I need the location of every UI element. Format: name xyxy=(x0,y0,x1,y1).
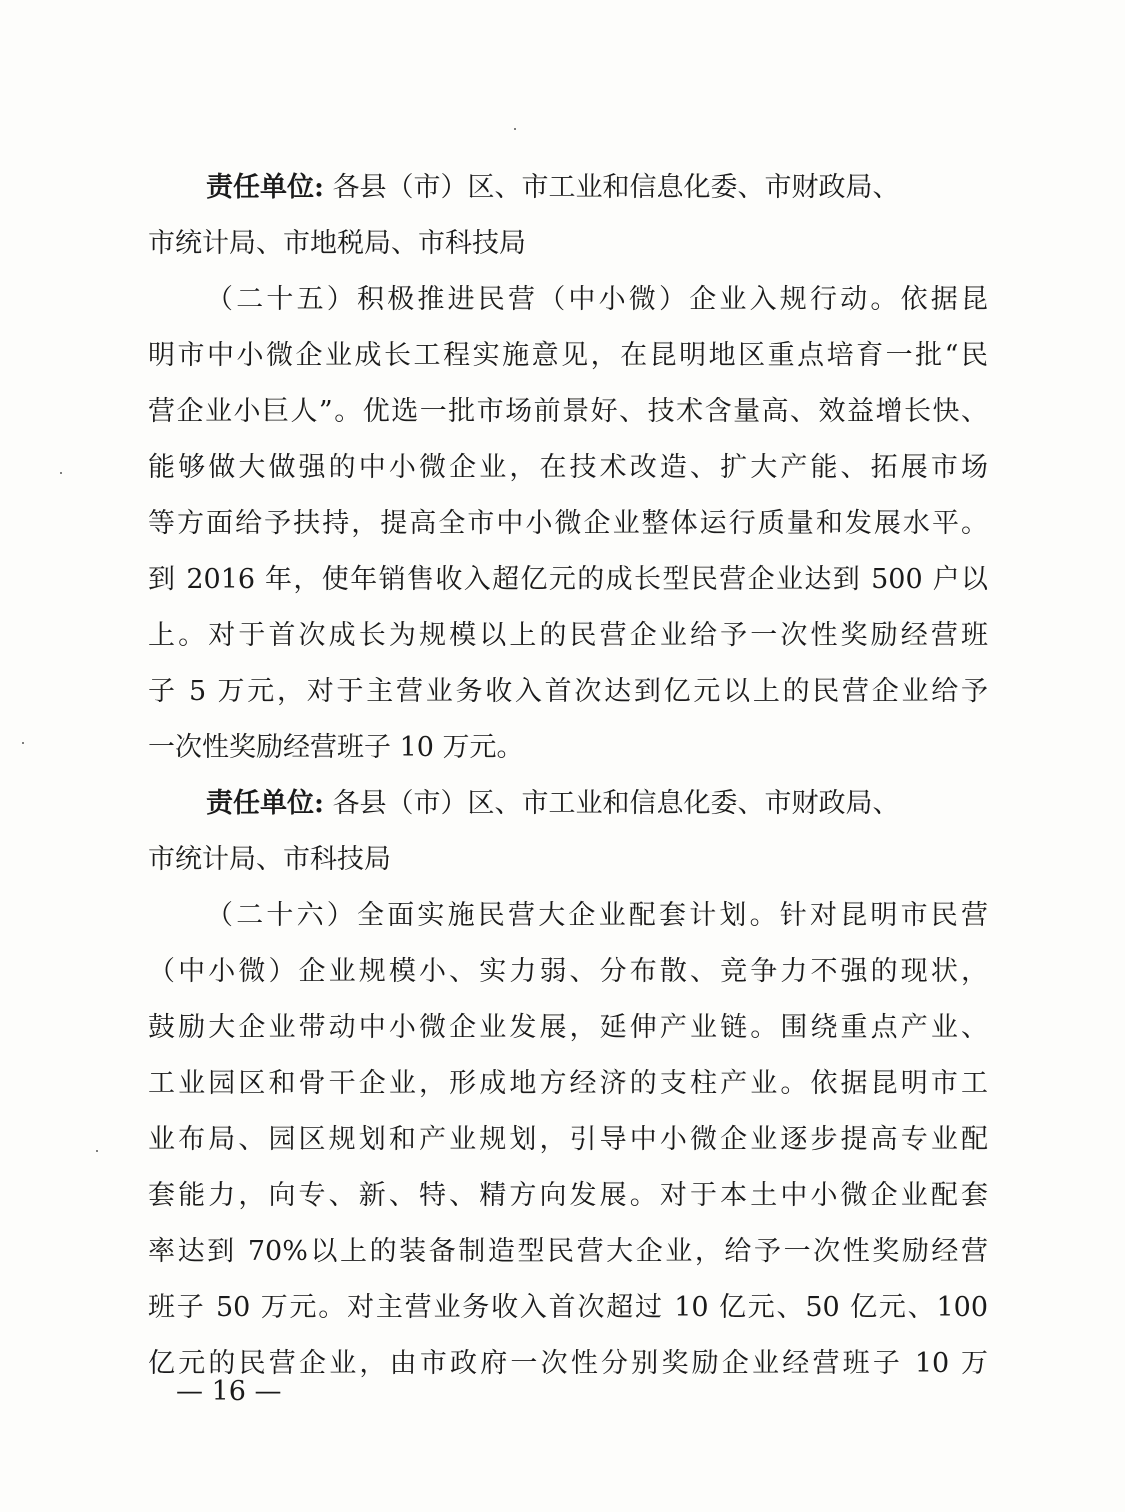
responsibility-label: 责任单位: xyxy=(206,788,324,819)
page-number: — 16 — xyxy=(176,1376,282,1407)
scan-speck xyxy=(514,128,516,130)
paragraph-26-line: 班子 50 万元。对主营业务收入首次超过 10 亿元、50 亿元、100 xyxy=(148,1292,988,1323)
paragraph-26-line: 率达到 70%以上的装备制造型民营大企业，给予一次性奖励经营 xyxy=(148,1236,988,1267)
responsibility-line xyxy=(148,160,988,216)
paragraph-26-line: 亿元的民营企业，由市政府一次性分别奖励企业经营班子 10 万 xyxy=(148,1348,988,1379)
paragraph-25-line: 上。对于首次成长为规模以上的民营企业给予一次性奖励经营班 xyxy=(148,620,988,651)
scan-speck xyxy=(60,472,62,474)
responsibility-text-line: 市统计局、市科技局 xyxy=(148,844,391,875)
scan-speck xyxy=(22,742,24,744)
responsibility-text: 各县（市）区、市工业和信息化委、市财政局、 xyxy=(332,788,900,819)
paragraph-26-line: 工业园区和骨干企业，形成地方经济的支柱产业。依据昆明市工 xyxy=(148,1068,988,1099)
paragraph-25-line: 一次性奖励经营班子 10 万元。 xyxy=(148,732,524,763)
document-body xyxy=(148,160,988,1392)
paragraph-25-line: 到 2016 年，使年销售收入超亿元的成长型民营企业达到 500 户以 xyxy=(148,564,988,595)
scan-speck xyxy=(96,1150,98,1152)
paragraph-26-line: 鼓励大企业带动中小微企业发展，延伸产业链。围绕重点产业、 xyxy=(148,1012,988,1043)
paragraph-25-line: 明市中小微企业成长工程实施意见，在昆明地区重点培育一批“民 xyxy=(148,340,988,371)
paragraph-26-line: 业布局、园区规划和产业规划，引导中小微企业逐步提高专业配 xyxy=(148,1124,988,1155)
paragraph-26-line: （中小微）企业规模小、实力弱、分布散、竞争力不强的现状， xyxy=(148,956,988,987)
paragraph-26-line: 套能力，向专、新、特、精方向发展。对于本土中小微企业配套 xyxy=(148,1180,988,1211)
responsibility-text: 各县（市）区、市工业和信息化委、市财政局、 xyxy=(332,172,900,203)
paragraph-25-line: 子 5 万元，对于主营业务收入首次达到亿元以上的民营企业给予 xyxy=(148,676,988,707)
paragraph-25-line: （二十五）积极推进民营（中小微）企业入规行动。依据昆 xyxy=(206,284,988,315)
responsibility-text-line: 市统计局、市地税局、市科技局 xyxy=(148,228,526,259)
responsibility-line xyxy=(148,776,988,832)
responsibility-label: 责任单位: xyxy=(206,172,324,203)
paragraph-25-line: 营企业小巨人”。优选一批市场前景好、技术含量高、效益增长快、 xyxy=(148,396,988,427)
paragraph-26-line: （二十六）全面实施民营大企业配套计划。针对昆明市民营 xyxy=(206,900,988,931)
paragraph-25-line: 等方面给予扶持，提高全市中小微企业整体运行质量和发展水平。 xyxy=(148,508,988,539)
paragraph-25-line: 能够做大做强的中小微企业，在技术改造、扩大产能、拓展市场 xyxy=(148,452,988,483)
